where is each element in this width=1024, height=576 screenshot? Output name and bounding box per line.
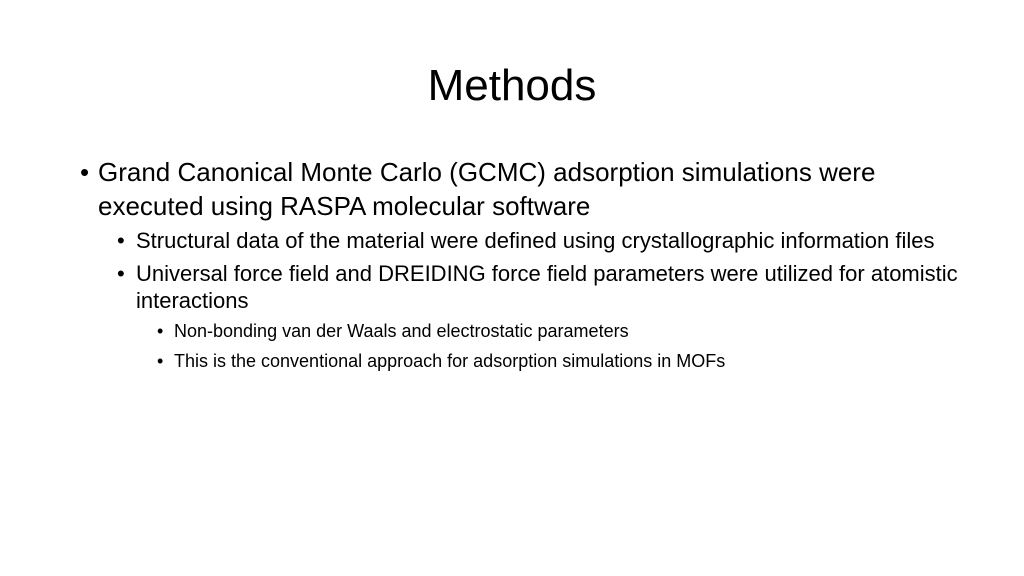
slide-title: Methods xyxy=(427,61,597,110)
bullet-item-level-2 xyxy=(80,227,960,254)
bullet-item-level-1 xyxy=(80,155,960,223)
bullet-dot: • xyxy=(157,351,164,371)
bullet-text: This is the conventional approach for adsorption simulations in MOFs xyxy=(174,351,726,371)
bullet-item-level-3 xyxy=(80,350,960,372)
bullet-dot: • xyxy=(80,157,90,187)
bullet-text: Non-bonding van der Waals and electrostatic parameters xyxy=(174,321,629,341)
bullet-text: Structural data of the material were defined using crystallographic information files xyxy=(136,228,935,253)
bullet-list xyxy=(80,155,960,380)
bullet-item-level-3 xyxy=(80,320,960,342)
bullet-dot: • xyxy=(157,321,164,341)
bullet-text: Universal force field and DREIDING force field parameters were utilized for atomistic interactions xyxy=(136,261,958,313)
bullet-dot: • xyxy=(117,261,125,286)
bullet-dot: • xyxy=(117,228,125,253)
bullet-item-level-2 xyxy=(80,260,960,314)
bullet-text: Grand Canonical Monte Carlo (GCMC) adsorption simulations were executed using RASPA molecular software xyxy=(98,157,876,221)
